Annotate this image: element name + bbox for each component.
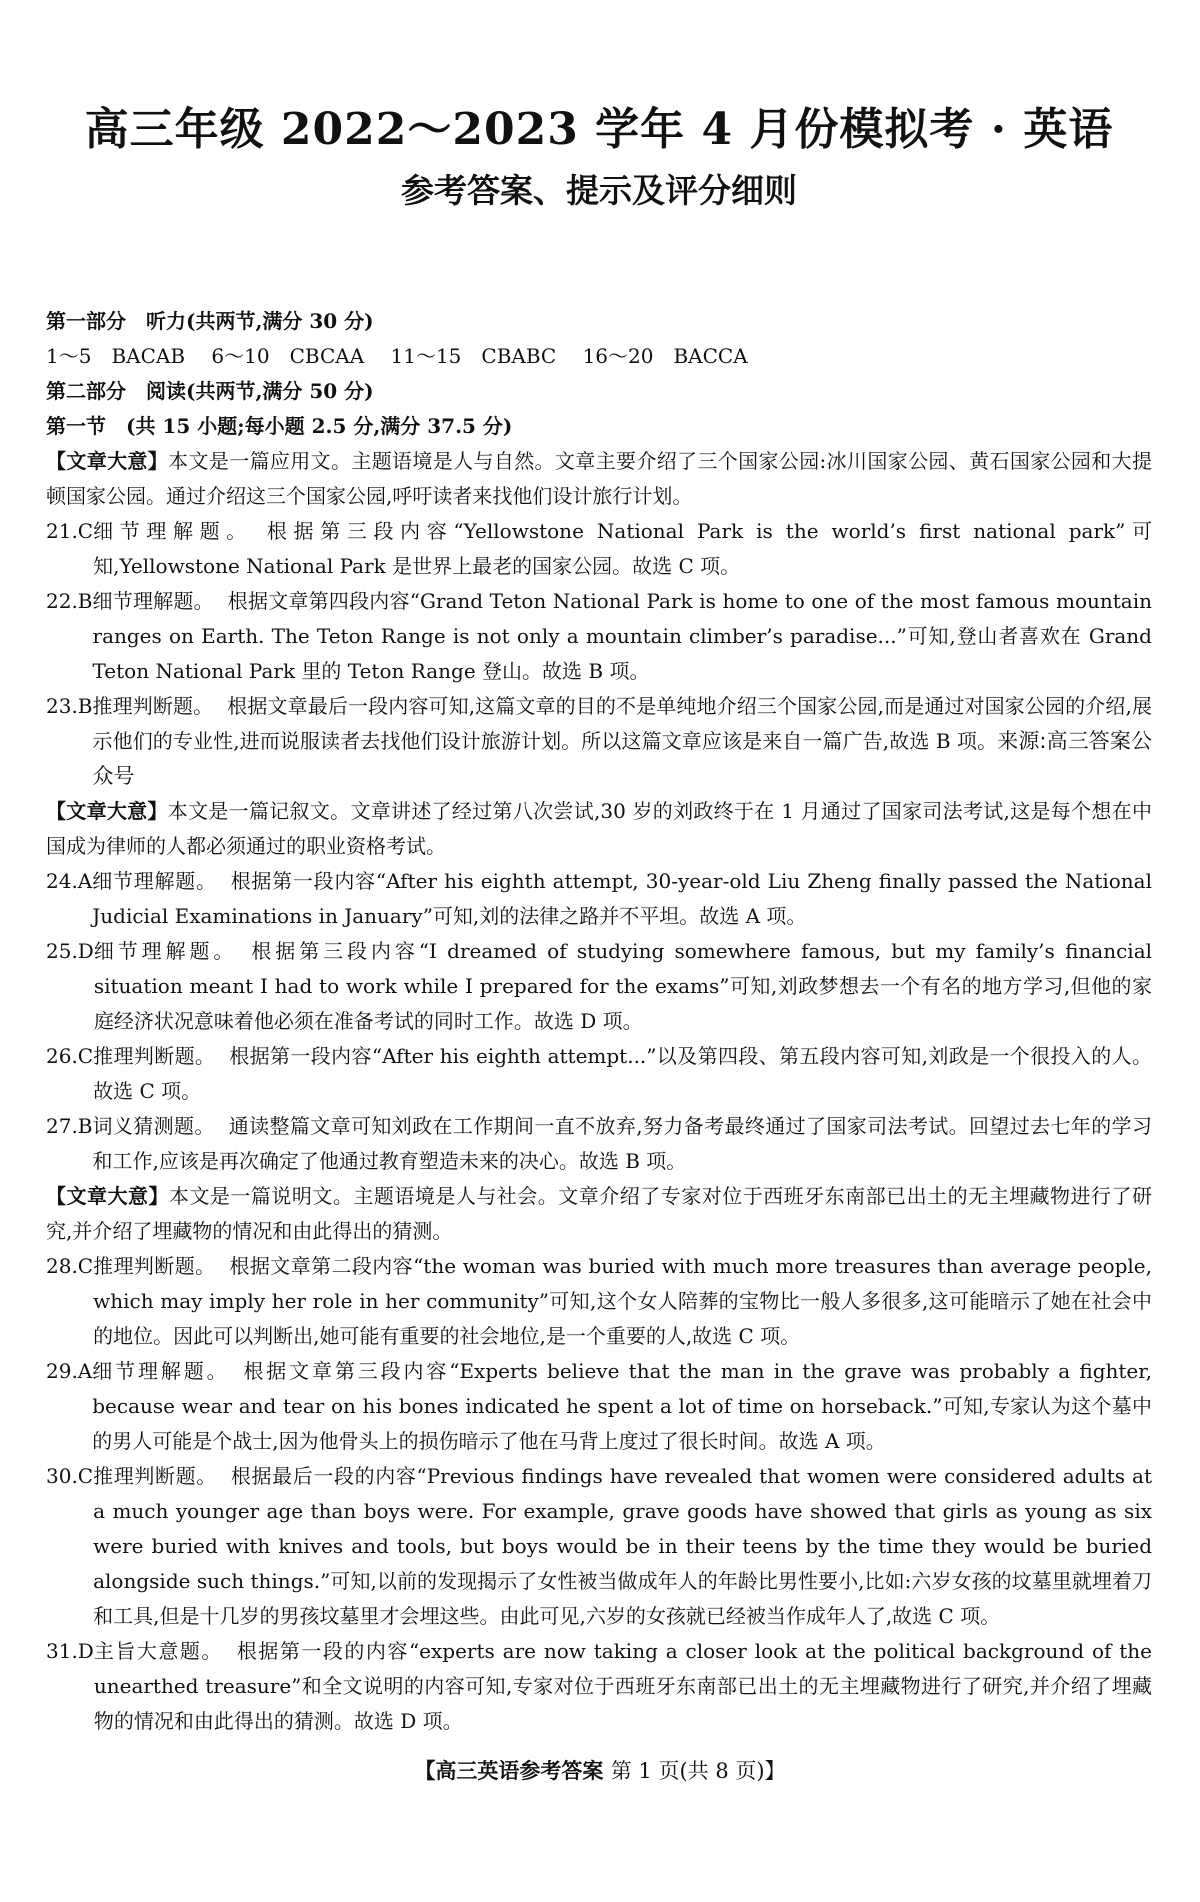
- item-explanation: 根据文章第二段内容“the woman was buried with much more treasures than average people, which may imply her role in her community”可知,这个女人陪葬的宝物比一般人多很多,这可能暗示了她在社会中的地位。因此可以判断出,她可能有重要的社会地位,是一个重要的人,故选 C 项。: [93, 1254, 1152, 1348]
- part1-heading: 第一部分 听力(共两节,满分 30 分): [46, 309, 374, 333]
- item-type: 推理判断题。: [93, 1254, 216, 1278]
- item-number: 31.D: [46, 1639, 94, 1663]
- item-explanation: 根据文章第三段内容“Experts believe that the man in the grave was probably a fighter, because wear and tear on his bones indicated he spent a lot of time on horseback.”可知,专家认为这个墓中的男人可能是个战士,因为他骨头上的损伤暗示了他在马背上度过了很长时间。故选 A 项。: [92, 1359, 1152, 1453]
- answer-item-25: [46, 934, 1152, 1039]
- answer-group: 6～10 CBCAA: [211, 344, 365, 368]
- item-explanation: 根据文章最后一段内容可知,这篇文章的目的不是单纯地介绍三个国家公园,而是通过对国家公园的介绍,展示他们的专业性,进而说服读者去找他们设计旅游计划。所以这篇文章应该是来自一篇广告,故选 B 项。: [92, 694, 1153, 753]
- page-footer: [0, 1756, 1200, 1786]
- answer-item-30: [46, 1459, 1152, 1634]
- article-summary-c: [46, 1179, 1152, 1249]
- item-explanation: 根据第一段的内容“experts are now taking a closer look at the political background of the unearthed treasure”和全文说明的内容可知,专家对位于西班牙东南部已出土的无主埋藏物进行了研究,并介绍了埋藏物的情况和由此得出的猜测。故选 D 项。: [93, 1639, 1153, 1733]
- item-type: 推理判断题。: [93, 1044, 216, 1068]
- item-type: 主旨大意题。: [93, 1639, 223, 1663]
- item-explanation: 根据第三段内容“Yellowstone National Park is the world’s first national park”可知,Yellowstone National Park 是世界上最老的国家公园。故选 C 项。: [93, 519, 1152, 578]
- item-type: 词义猜测题。: [92, 1114, 215, 1138]
- footer-label: 【高三英语参考答案: [414, 1758, 604, 1783]
- item-explanation: 根据文章第四段内容“Grand Teton National Park is home to one of the most famous mountain ranges on Earth. The Teton Range is not only a mountain climber’s paradise...”可知,登山者喜欢在 Grand Teton National Park 里的 Teton Range 登山。故选 B 项。: [92, 589, 1152, 683]
- answer-item-29: [46, 1354, 1152, 1459]
- item-explanation: 根据第一段内容“After his eighth attempt...”以及第四段、第五段内容可知,刘政是一个很投入的人。故选 C 项。: [93, 1044, 1152, 1103]
- summary-tag: 【文章大意】: [46, 1184, 169, 1208]
- item-number: 29.A: [46, 1359, 93, 1383]
- summary-text: 本文是一篇说明文。主题语境是人与社会。文章介绍了专家对位于西班牙东南部已出土的无主埋藏物进行了研究,并介绍了埋藏物的情况和由此得出的猜测。: [46, 1184, 1153, 1243]
- item-type: 推理判断题。: [92, 694, 214, 718]
- listening-answers: [46, 339, 1152, 374]
- item-number: 24.A: [46, 869, 93, 893]
- item-number: 30.C: [46, 1464, 94, 1488]
- item-type: 细节理解题。: [93, 939, 238, 963]
- item-number: 26.C: [46, 1044, 94, 1068]
- answer-group: 11～15 CBABC: [390, 344, 557, 368]
- answer-item-28: [46, 1249, 1152, 1354]
- item-type: 细节理解题。: [92, 589, 214, 613]
- item-type: 细节理解题。: [93, 519, 253, 543]
- answer-group: 1～5 BACAB: [46, 344, 186, 368]
- item-type: 细节理解题。: [92, 869, 217, 893]
- answer-item-23: [46, 689, 1152, 794]
- item-number: 21.C: [46, 519, 94, 543]
- page-number: 第 1 页(共 8 页)】: [610, 1759, 786, 1783]
- item-number: 22.B: [46, 589, 93, 613]
- item-explanation: 根据第一段内容“After his eighth attempt, 30-year-old Liu Zheng finally passed the National Judicial Examinations in January”可知,刘的法律之路并不平坦。故选 A 项。: [92, 869, 1153, 928]
- item-number: 23.B: [46, 694, 93, 718]
- item-number: 27.B: [46, 1114, 93, 1138]
- answer-item-26: [46, 1039, 1152, 1109]
- item-number: 28.C: [46, 1254, 94, 1278]
- answer-item-27: [46, 1109, 1152, 1179]
- item-explanation: 根据最后一段的内容“Previous findings have revealed that women were considered adults at a much younger age than boys were. For example, grave goods have showed that girls as young as six were buried with knives and tools, but boys would be in their teens by the time they would be buried alongside such things.”可知,以前的发现揭示了女性被当做成年人的年龄比男性要小,比如:六岁女孩的坟墓里就埋着刀和工具,但是十几岁的男孩坟墓里才会埋这些。由此可见,六岁的女孩就已经被当作成年人了,故选 C 项。: [93, 1464, 1153, 1628]
- summary-tag: 【文章大意】: [46, 449, 169, 473]
- page-subtitle: 参考答案、提示及评分细则: [401, 171, 797, 210]
- article-summary-a: [46, 444, 1152, 514]
- summary-text: 本文是一篇记叙文。文章讲述了经过第八次尝试,30 岁的刘政终于在 1 月通过了国家司法考试,这是每个想在中国成为律师的人都必须通过的职业资格考试。: [46, 799, 1152, 858]
- item-explanation: 通读整篇文章可知刘政在工作期间一直不放弃,努力备考最终通过了国家司法考试。回望过去七年的学习和工作,应该是再次确定了他通过教育塑造未来的决心。故选 B 项。: [92, 1114, 1152, 1173]
- answer-item-31: [46, 1634, 1152, 1739]
- summary-tag: 【文章大意】: [46, 799, 168, 823]
- item-type: 细节理解题。: [92, 1359, 230, 1383]
- answer-item-24: [46, 864, 1152, 934]
- answer-item-22: [46, 584, 1152, 689]
- answer-item-21: [46, 514, 1152, 584]
- answer-group: 16～20 BACCA: [582, 344, 748, 368]
- section1-heading: 第一节 (共 15 小题;每小题 2.5 分,满分 37.5 分): [46, 414, 513, 438]
- article-summary-b: [46, 794, 1152, 864]
- page-title: 高三年级 2022～2023 学年 4 月份模拟考 · 英语: [84, 104, 1114, 155]
- summary-text: 本文是一篇应用文。主题语境是人与自然。文章主要介绍了三个国家公园:冰川国家公园、黄石国家公园和大提顿国家公园。通过介绍这三个国家公园,呼吁读者来找他们设计旅行计划。: [46, 449, 1152, 508]
- item-number: 25.D: [46, 939, 94, 963]
- source-watermark-text: 来源:高三答案公众号: [92, 729, 1152, 788]
- part2-heading: 第二部分 阅读(共两节,满分 50 分): [46, 379, 374, 403]
- content: [46, 304, 1152, 1739]
- item-explanation: 根据第三段内容“I dreamed of studying somewhere famous, but my family’s financial situation meant I had to work while I prepared for the exams”可知,刘政梦想去一个有名的地方学习,但他的家庭经济状况意味着他必须在准备考试的同时工作。故选 D 项。: [93, 939, 1153, 1033]
- item-type: 推理判断题。: [93, 1464, 217, 1488]
